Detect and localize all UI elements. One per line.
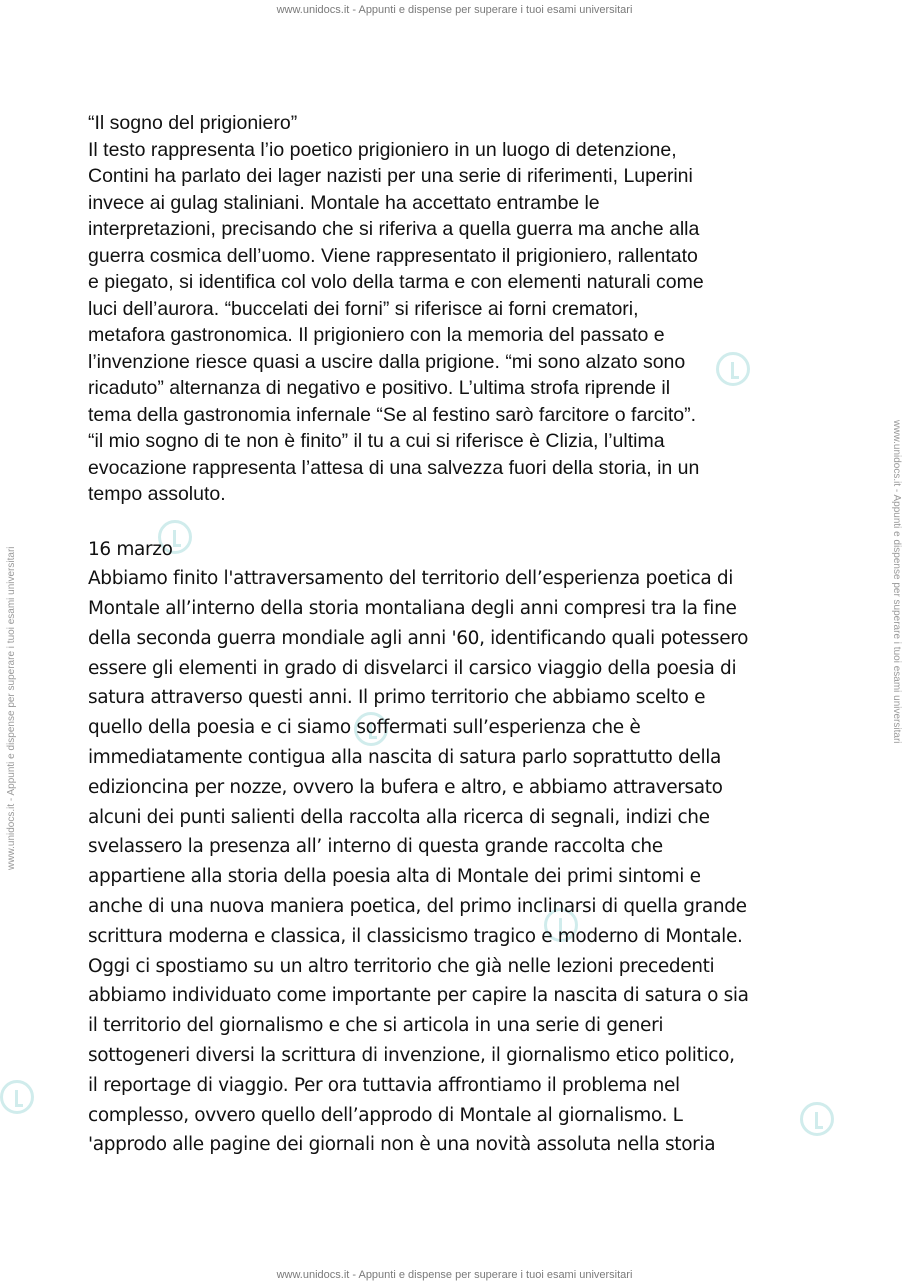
paragraph-line: sottogeneri diversi la scrittura di invenzione, il giornalismo etico politico, xyxy=(88,1045,735,1067)
paragraph-line: anche di una nuova maniera poetica, del primo inclinarsi di quella grande xyxy=(88,896,747,918)
paragraph-line: edizioncina per nozze, ovvero la bufera e altro, e abbiamo attraversato xyxy=(88,776,723,798)
paragraph-line: evocazione rappresenta l’attesa di una salvezza fuori della storia, in un xyxy=(88,456,700,479)
paragraph-line: ricaduto” alternanza di negativo e positivo. L’ultima strofa riprende il xyxy=(88,377,671,399)
paragraph-line: immediatamente contigua alla nascita di satura parlo soprattutto della xyxy=(88,747,722,769)
paragraph-line: interpretazioni, precisando che si riferiva a quella guerra ma anche alla xyxy=(88,218,700,240)
document-body xyxy=(88,110,828,1160)
paragraph-line: “il mio sogno di te non è finito” il tu a cui si riferisce è Clizia, l’ultima xyxy=(88,430,665,452)
section-date: 16 marzo xyxy=(88,538,173,560)
paragraph-line: svelassero la presenza all’ interno di questa grande raccolta che xyxy=(88,836,663,858)
paragraph-line: il reportage di viaggio. Per ora tuttavia affrontiamo il problema nel xyxy=(88,1074,680,1096)
paragraph-line: il territorio del giornalismo e che si articola in una serie di generi xyxy=(88,1015,664,1037)
paragraph-line: satura attraverso questi anni. Il primo territorio che abbiamo scelto e xyxy=(88,687,706,709)
paragraph-line: l’invenzione riesce quasi a uscire dalla prigione. “mi sono alzato sono xyxy=(88,350,686,373)
paragraph-line: invece ai gulag staliniani. Montale ha accettato entrambe le xyxy=(88,191,600,214)
paragraph-line: Montale all’interno della storia montaliana degli anni compresi tra la fine xyxy=(88,598,737,620)
paragraph-line: Oggi ci spostiamo su un altro territorio che già nelle lezioni precedenti xyxy=(88,955,715,977)
watermark-logo-icon xyxy=(0,1080,34,1114)
section-16-marzo xyxy=(88,535,828,1161)
paragraph-line: e piegato, si identifica col volo della tarma e con elementi naturali come xyxy=(88,271,704,293)
watermark-banner-bottom: www.unidocs.it - Appunti e dispense per superare i tuoi esami universitari xyxy=(276,1269,633,1281)
paragraph-line: metafora gastronomica. Il prigioniero con la memoria del passato e xyxy=(88,324,665,346)
paragraph-line: Contini ha parlato dei lager nazisti per una serie di riferimenti, Luperini xyxy=(88,165,693,187)
watermark-side-left: www.unidocs.it - Appunti e dispense per superare i tuoi esami universitari xyxy=(6,546,17,870)
watermark-side-right: www.unidocs.it - Appunti e dispense per superare i tuoi esami universitari xyxy=(891,420,902,744)
paragraph-line: quello della poesia e ci siamo soffermati sull’esperienza che è xyxy=(88,717,641,739)
paragraph-line: luci dell’aurora. “buccelati dei forni” si riferisce ai forni crematori, xyxy=(88,297,639,320)
paragraph-line: essere gli elementi in grado di disvelarci il carsico viaggio della poesia di xyxy=(88,657,737,679)
paragraph-line: Il testo rappresenta l’io poetico prigioniero in un luogo di detenzione, xyxy=(88,138,677,161)
paragraph-line: tema della gastronomia infernale “Se al festino sarò farcitore o farcito”. xyxy=(88,403,697,426)
paragraph-line: appartiene alla storia della poesia alta di Montale dei primi sintomi e xyxy=(88,866,701,888)
section-title: “Il sogno del prigioniero” xyxy=(88,112,298,134)
paragraph-line: della seconda guerra mondiale agli anni '60, identificando quali potessero xyxy=(88,627,749,649)
paragraph-line: alcuni dei punti salienti della raccolta alla ricerca di segnali, indizi che xyxy=(88,806,710,828)
paragraph-line: abbiamo individuato come importante per capire la nascita di satura o sia xyxy=(88,985,749,1007)
paragraph-line: guerra cosmica dell’uomo. Viene rappresentato il prigioniero, rallentato xyxy=(88,244,698,267)
paragraph-line: tempo assoluto. xyxy=(88,483,226,505)
paragraph-line: complesso, ovvero quello dell’approdo di Montale al giornalismo. L xyxy=(88,1104,683,1126)
paragraph-line: 'approdo alle pagine dei giornali non è una novità assoluta nella storia xyxy=(88,1134,716,1156)
paragraph-line: Abbiamo finito l'attraversamento del territorio dell’esperienza poetica di xyxy=(88,568,734,590)
section-il-sogno-del-prigioniero xyxy=(88,110,828,508)
watermark-banner-top: www.unidocs.it - Appunti e dispense per superare i tuoi esami universitari xyxy=(276,4,633,16)
paragraph-line: scrittura moderna e classica, il classicismo tragico e moderno di Montale. xyxy=(88,925,743,947)
section-spacer xyxy=(88,508,828,535)
